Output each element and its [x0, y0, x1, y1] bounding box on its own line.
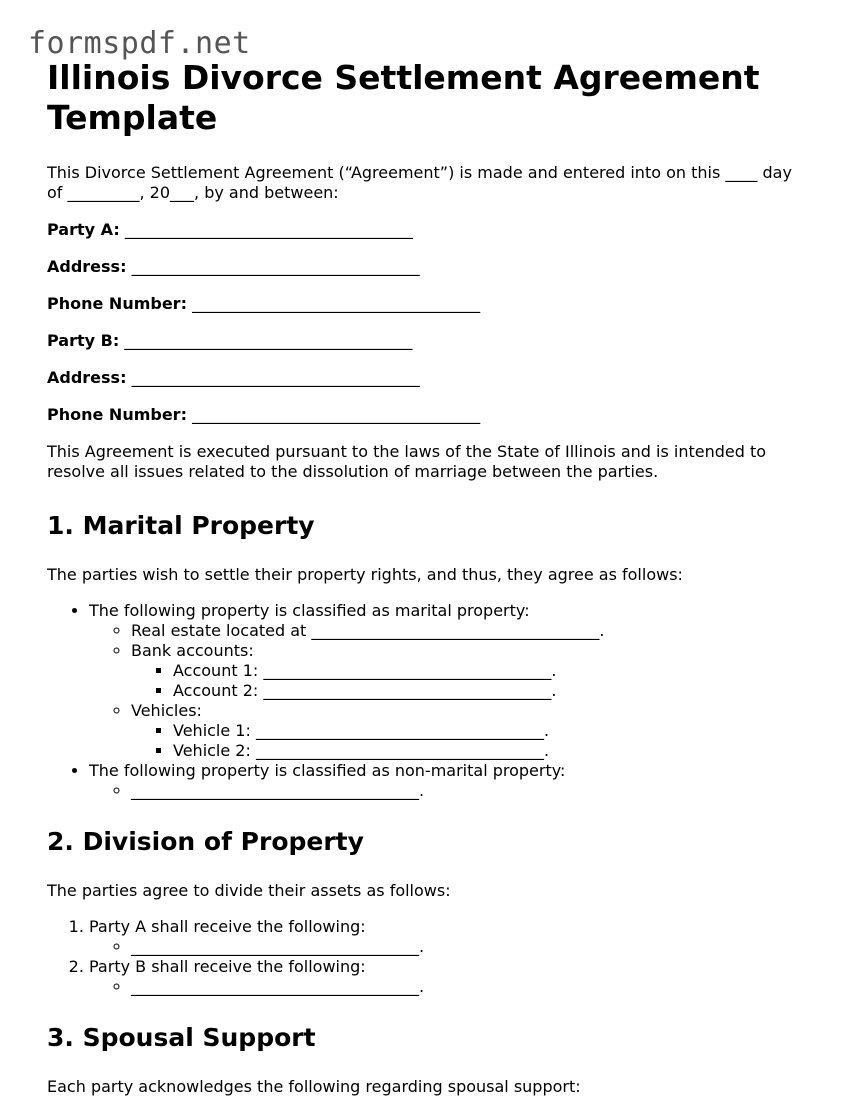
division-list [47, 917, 807, 997]
list-item: ◦ Real estate located at ____________________________________. [131, 621, 807, 641]
section-heading-division-of-property: 2. Division of Property [47, 827, 364, 856]
list-item: ◦ ____________________________________. [131, 781, 807, 801]
intro-paragraph: This Divorce Settlement Agreement (“Agreement”) is made and entered into on this ____ day of _________, 20___, by and between: [47, 163, 792, 202]
list-item: ▪ Vehicle 1: ____________________________________. [173, 721, 807, 741]
field-label: Phone Number: [47, 405, 187, 424]
field-label: Phone Number: [47, 294, 187, 313]
list-item: ◦ ____________________________________. [131, 937, 807, 957]
document-title: Illinois Divorce Settlement Agreement Template [47, 58, 760, 137]
document-body [47, 58, 807, 1097]
section-text: The parties wish to settle their property rights, and thus, they agree as follows: [47, 565, 683, 584]
field-phone-b [47, 405, 807, 425]
marital-property-list [47, 601, 807, 801]
section-text: Each party acknowledges the following regarding spousal support: [47, 1077, 581, 1096]
watermark: formspdf.net [28, 26, 251, 61]
fill-line[interactable]: ____________________________________ [124, 220, 413, 239]
fill-line[interactable]: ____________________________________ [124, 331, 413, 350]
list-item: ▪ Account 2: ____________________________________. [173, 681, 807, 701]
field-party-a [47, 220, 807, 240]
list-item: • The following property is classified as non-marital property: ◦ ____________________________________. [89, 761, 807, 801]
list-item: 1. Party A shall receive the following: ◦ ____________________________________. [89, 917, 807, 957]
section-text: The parties agree to divide their assets as follows: [47, 881, 451, 900]
field-label: Address: [47, 368, 127, 387]
field-label: Party B: [47, 331, 120, 350]
fill-line[interactable]: ____________________________________ [131, 257, 420, 276]
field-label: Address: [47, 257, 127, 276]
field-label: Party A: [47, 220, 120, 239]
section-heading-marital-property: 1. Marital Property [47, 511, 315, 540]
list-item: ◦ Bank accounts: ▪ Account 1: ____________________________________. ▪ Account 2: ____________________________________. [131, 641, 807, 701]
field-party-b [47, 331, 807, 351]
closing-paragraph: This Agreement is executed pursuant to the laws of the State of Illinois and is intended to resolve all issues related to the dissolution of marriage between the parties. [47, 442, 767, 481]
list-item: ◦ ____________________________________. [131, 977, 807, 997]
list-item: 2. Party B shall receive the following: ◦ ____________________________________. [89, 957, 807, 997]
list-item: ▪ Vehicle 2: ____________________________________. [173, 741, 807, 761]
section-heading-spousal-support: 3. Spousal Support [47, 1023, 316, 1052]
field-address-a [47, 257, 807, 277]
list-item: ▪ Account 1: ____________________________________. [173, 661, 807, 681]
list-item: ◦ Vehicles: ▪ Vehicle 1: ____________________________________. ▪ Vehicle 2: ____________________________________. [131, 701, 807, 761]
fill-line[interactable]: ____________________________________ [131, 368, 420, 387]
field-phone-a [47, 294, 807, 314]
list-item: • The following property is classified as marital property: ◦ Real estate located at ____________________________________. ◦ Bank accounts: ▪ Account 1: ____________________________________. ▪ Account 2: ____________________________________. ◦ Vehicles: ▪ Vehicle 1: ____________________________________. ▪ Vehicle 2: ____________________________________. [89, 601, 807, 761]
fill-line[interactable]: ____________________________________ [192, 294, 481, 313]
field-address-b [47, 368, 807, 388]
fill-line[interactable]: ____________________________________ [192, 405, 481, 424]
